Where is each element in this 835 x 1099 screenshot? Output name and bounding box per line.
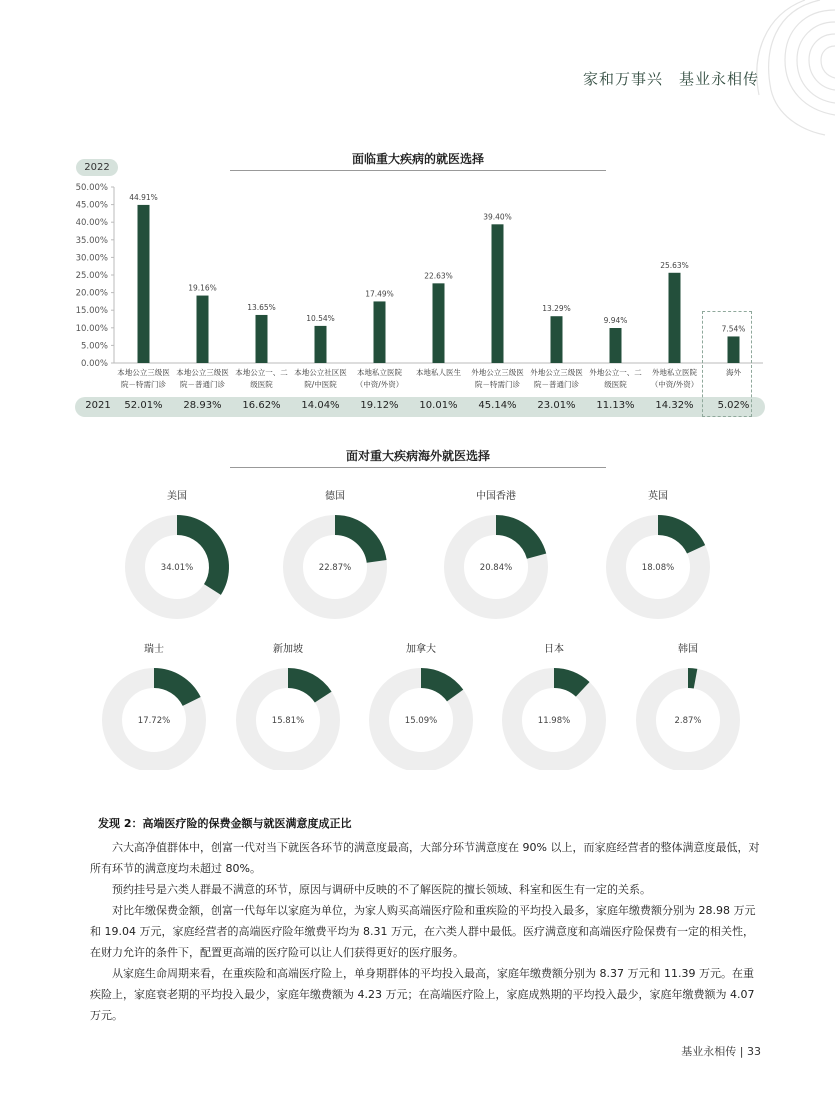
paragraph: 对比年缴保费金额，创富一代每年以家庭为单位，为家人购买高端医疗险和重疾险的平均投入最多，家庭年缴费额分别为 28.98 万元和 19.04 万元，家庭经营者的高端医疗险年缴费平均为 8.31 万元，在六类人群中最低。医疗满意度和高端医疗险保费有一定的相关性，在财力允许的条件下，配置更高端的医疗险可以让人们获得更好的医疗服务。 bbox=[90, 904, 756, 959]
category-label: 本地私立医院 bbox=[357, 368, 402, 377]
donut-segment bbox=[688, 678, 696, 679]
donut-value-label: 2.87% bbox=[674, 716, 702, 726]
y-tick-label: 35.00% bbox=[75, 235, 108, 246]
bar bbox=[551, 316, 563, 363]
comparison-2021-value: 52.01% bbox=[124, 400, 163, 411]
comparison-2021-value: 16.62% bbox=[242, 400, 281, 411]
comparison-2021-value: 10.01% bbox=[419, 400, 458, 411]
donut-chart-grid bbox=[0, 480, 835, 770]
donut-country-label: 中国香港 bbox=[476, 491, 516, 502]
donut-chart-title-rule bbox=[230, 467, 606, 468]
donut-country-label: 日本 bbox=[544, 644, 564, 655]
category-label: 外地公立三级医 bbox=[530, 368, 583, 377]
donut-country-label: 瑞士 bbox=[144, 644, 164, 655]
bar bbox=[138, 205, 150, 363]
category-label: 院－特需门诊 bbox=[475, 380, 520, 389]
donut-value-label: 17.72% bbox=[137, 716, 171, 726]
donut-segment bbox=[154, 678, 192, 701]
page-footer: 基业永相传 | 33 bbox=[681, 1045, 761, 1058]
category-label: 本地公立三级医 bbox=[117, 368, 170, 377]
bar-value-label: 13.65% bbox=[247, 302, 276, 312]
page-header-title: 家和万事兴 基业永相传 bbox=[582, 70, 759, 88]
paragraph: 六大高净值群体中，创富一代对当下就医各环节的满意度最高，大部分环节满意度在 90% 以上，而家庭经营者的整体满意度最低，对所有环节的满意度均未超过 80%。 bbox=[90, 841, 760, 875]
category-label: 级医院 bbox=[604, 380, 627, 389]
category-label: 本地私人医生 bbox=[416, 368, 461, 377]
donut-value-label: 20.84% bbox=[479, 563, 513, 573]
bar-value-label: 44.91% bbox=[129, 192, 158, 202]
category-label: 本地公立社区医 bbox=[294, 368, 347, 377]
donut-segment bbox=[554, 678, 583, 689]
category-label: 外地私立医院 bbox=[652, 368, 697, 377]
category-label: （中资/外资） bbox=[650, 380, 699, 389]
y-tick-label: 0.00% bbox=[80, 359, 108, 369]
category-label: 院－特需门诊 bbox=[121, 380, 166, 389]
donut-value-label: 34.01% bbox=[160, 563, 194, 573]
bar-value-label: 19.16% bbox=[188, 283, 217, 293]
bar-chart-title: 面临重大疾病的就医选择 bbox=[351, 152, 484, 166]
y-tick-label: 5.00% bbox=[80, 341, 108, 352]
donut-value-label: 18.08% bbox=[641, 563, 675, 573]
comparison-2021-value: 5.02% bbox=[717, 400, 750, 411]
donut-value-label: 11.98% bbox=[537, 716, 571, 726]
category-label: 外地公立一、二 bbox=[589, 368, 642, 377]
donut-segment bbox=[335, 525, 377, 561]
comparison-2021-value: 19.12% bbox=[360, 400, 399, 411]
donut-country-label: 英国 bbox=[648, 491, 668, 502]
comparison-2021-value: 14.04% bbox=[301, 400, 340, 411]
y-tick-label: 30.00% bbox=[75, 253, 108, 264]
y-tick-label: 25.00% bbox=[75, 271, 108, 281]
category-label: （中资/外资） bbox=[355, 380, 404, 389]
year-2021-label: 2021 bbox=[85, 400, 111, 411]
category-label: 外地公立三级医 bbox=[471, 368, 524, 377]
paragraph: 从家庭生命周期来看，在重疾险和高端医疗险上，单身期群体的平均投入最高，家庭年缴费额分别为 8.37 万元和 11.39 万元。在重疾险上，家庭衰老期的平均投入最少，家庭年缴费额为 4.23 万元；在高端医疗险上，家庭成熟期的平均投入最少，家庭年缴费额为 4.07 万元。 bbox=[90, 967, 755, 1022]
bar-value-label: 39.40% bbox=[483, 212, 512, 222]
donut-country-label: 美国 bbox=[167, 491, 187, 502]
category-label: 海外 bbox=[726, 368, 741, 377]
donut-country-label: 德国 bbox=[325, 491, 345, 502]
category-label: 级医院 bbox=[250, 380, 273, 389]
year-2022-badge: 2022 bbox=[76, 159, 118, 176]
category-label: 院－普通门诊 bbox=[534, 380, 579, 389]
donut-country-label: 新加坡 bbox=[273, 644, 303, 655]
bar bbox=[197, 296, 209, 363]
category-label: 院－普通门诊 bbox=[180, 380, 225, 389]
bar bbox=[374, 301, 386, 363]
category-label: 本地公立三级医 bbox=[176, 368, 229, 377]
bar-value-label: 13.29% bbox=[542, 304, 571, 314]
bar bbox=[256, 315, 268, 363]
bar-value-label: 7.54% bbox=[721, 324, 746, 334]
bar-value-label: 9.94% bbox=[603, 316, 628, 326]
donut-country-label: 加拿大 bbox=[406, 644, 436, 655]
donut-country-label: 韩国 bbox=[678, 644, 698, 655]
donut-chart-title: 面对重大疾病海外就医选择 bbox=[345, 449, 490, 463]
comparison-2021-value: 11.13% bbox=[596, 400, 635, 411]
bar-value-label: 22.63% bbox=[424, 271, 453, 281]
bar bbox=[610, 328, 622, 363]
donut-value-label: 22.87% bbox=[318, 563, 352, 573]
y-tick-label: 50.00% bbox=[75, 183, 108, 193]
comparison-2021-value: 23.01% bbox=[537, 400, 576, 411]
donut-segment bbox=[288, 678, 323, 697]
bar-value-label: 25.63% bbox=[660, 260, 689, 270]
comparison-2021-band bbox=[75, 397, 765, 417]
donut-segment bbox=[496, 525, 537, 556]
bar-chart bbox=[70, 155, 770, 395]
bar bbox=[315, 326, 327, 363]
finding-heading: 发现 2：高端医疗险的保费金额与就医满意度成正比 bbox=[98, 817, 352, 830]
y-tick-label: 15.00% bbox=[75, 306, 108, 317]
paragraph: 预约挂号是六类人群最不满意的环节，原因与调研中反映的不了解医院的擅长领域、科室和医生有一定的关系。 bbox=[112, 883, 651, 896]
donut-value-label: 15.09% bbox=[404, 716, 438, 726]
y-tick-label: 45.00% bbox=[75, 200, 108, 211]
overseas-highlight-box bbox=[702, 311, 752, 417]
y-tick-label: 20.00% bbox=[75, 288, 108, 299]
comparison-2021-value: 14.32% bbox=[655, 400, 694, 411]
bar bbox=[669, 273, 681, 363]
y-tick-label: 10.00% bbox=[75, 323, 108, 334]
bar-value-label: 17.49% bbox=[365, 289, 394, 299]
comparison-2021-value: 45.14% bbox=[478, 400, 517, 411]
donut-segment bbox=[177, 525, 219, 590]
comparison-2021-value: 28.93% bbox=[183, 400, 222, 411]
bar-value-label: 10.54% bbox=[306, 313, 335, 323]
category-label: 院/中医院 bbox=[304, 380, 337, 389]
bar bbox=[433, 283, 445, 363]
donut-segment bbox=[658, 525, 696, 549]
category-label: 本地公立一、二 bbox=[235, 368, 288, 377]
finding-body bbox=[90, 837, 760, 1026]
y-tick-label: 40.00% bbox=[75, 218, 108, 229]
donut-value-label: 15.81% bbox=[271, 716, 305, 726]
bar bbox=[492, 224, 504, 363]
